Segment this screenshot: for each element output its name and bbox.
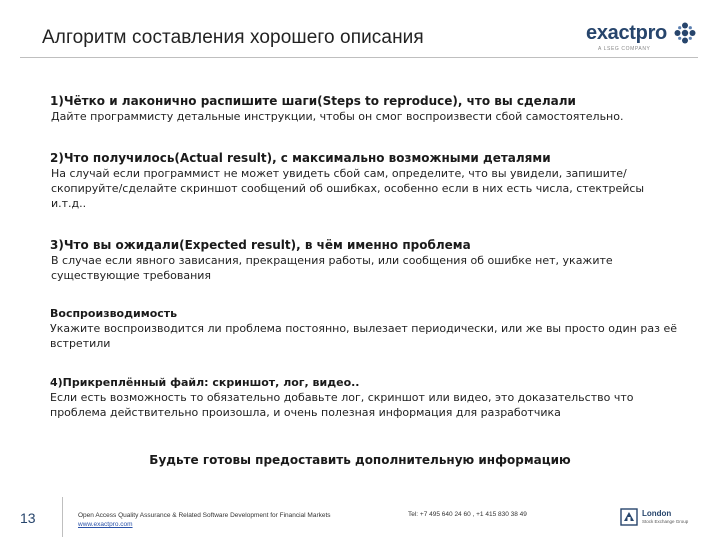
logo-wordmark: exactpro xyxy=(586,22,667,44)
page-number: 13 xyxy=(20,510,36,526)
section-heading: Воспроизводимость xyxy=(50,307,178,320)
footer-tagline: Open Access Quality Assurance & Related Software Development for Financial Markets xyxy=(78,512,331,519)
footer-divider xyxy=(62,497,63,537)
section-heading: 4)Прикреплённый файл: скриншот, лог, видео.. xyxy=(50,376,360,389)
partner-logo xyxy=(620,508,700,530)
section-actual-result xyxy=(50,151,680,211)
header-divider xyxy=(20,57,698,58)
section-expected-result xyxy=(50,238,680,283)
section-body: Укажите воспроизводится ли проблема постоянно, вылезает периодически, или же вы просто один раз её встретили xyxy=(50,322,677,350)
section-reproducibility xyxy=(50,306,680,351)
exactpro-mark-icon xyxy=(674,22,696,44)
section-heading: 2)Что получилось(Actual result), с максимально возможными деталями xyxy=(50,151,551,165)
partner-name: London xyxy=(642,509,672,518)
section-heading: 1)Чётко и лаконично распишите шаги(Steps to reproduce), что вы сделали xyxy=(50,94,576,108)
section-body: Дайте программисту детальные инструкции, чтобы он смог воспроизвести сбой самостоятельно. xyxy=(51,110,624,123)
section-steps xyxy=(50,94,680,124)
section-body: Если есть возможность то обязательно добавьте лог, скриншот или видео, это доказательство что проблема действительно произошла, и очень полезная информация для разработчика xyxy=(50,391,634,419)
section-heading: 3)Что вы ожидали(Expected result), в чём именно проблема xyxy=(50,238,471,252)
section-attachment xyxy=(50,375,680,420)
footer-url-link[interactable]: www.exactpro.com xyxy=(78,521,133,528)
slide-title: Алгоритм составления хорошего описания xyxy=(42,27,424,48)
closing-note: Будьте готовы предоставить дополнительную информацию xyxy=(149,453,571,467)
footer-tagline-block xyxy=(78,511,331,529)
partner-crest-icon xyxy=(620,508,638,526)
footer-contact: Tel: +7 495 640 24 60 , +1 415 830 38 49 xyxy=(408,511,527,518)
exactpro-logo xyxy=(586,20,696,54)
logo-tagline: A LSEG COMPANY xyxy=(598,46,651,52)
partner-subtitle: Stock Exchange Group xyxy=(642,519,689,524)
section-body: В случае если явного зависания, прекращения работы, или сообщения об ошибке нет, укажите существующие требования xyxy=(51,254,613,282)
section-body: На случай если программист не может увидеть сбой сам, определите, что вы увидели, запишите/скопируйте/сделайте скриншот сообщений об ошибках, особенно если в них есть числа, стектрейсы и.т.д.. xyxy=(51,167,645,210)
